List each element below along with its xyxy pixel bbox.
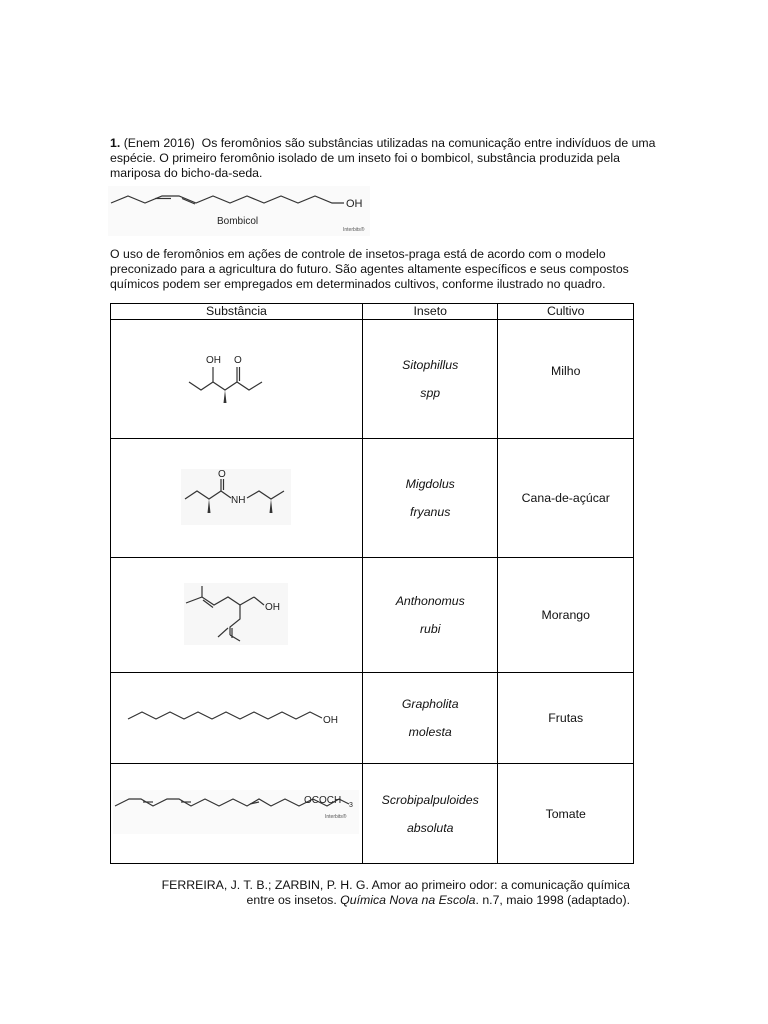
- table-row: [111, 673, 634, 764]
- bombicol-structure: [108, 186, 370, 236]
- substance-cell: [111, 764, 363, 864]
- substance-cell: [111, 439, 363, 558]
- insect-species: molesta: [408, 725, 452, 739]
- molecule-structure: [126, 697, 346, 737]
- question-source: (Enem 2016): [123, 136, 195, 150]
- crop-cell: Milho: [498, 320, 634, 439]
- molecule-structure: [181, 469, 291, 525]
- oh-label: OH: [323, 714, 339, 726]
- figure-credit: Interbits®: [325, 814, 347, 820]
- question-number: 1.: [110, 136, 121, 150]
- o-label: O: [218, 468, 227, 480]
- pheromone-table: [110, 303, 634, 864]
- molecule-structure: [184, 583, 288, 645]
- ester-subscript: 3: [349, 802, 354, 809]
- insect-genus: Grapholita: [401, 697, 459, 711]
- insect-species: rubi: [419, 622, 441, 636]
- crop-cell: Morango: [498, 558, 634, 673]
- insect-species: fryanus: [410, 505, 451, 519]
- reference-pre: entre os insetos.: [246, 893, 337, 907]
- o-label: O: [234, 354, 243, 366]
- insect-cell: [362, 558, 498, 673]
- table-row: [111, 439, 634, 558]
- table-row: [111, 320, 634, 439]
- second-paragraph: O uso de feromônios em ações de controle de insetos-praga está de acordo com o modelo preconizado para a agricultura do futuro. São agentes altamente específicos e seus compostos químicos podem ser empregados em determinados cultivos, conforme ilustrado no quadro.: [110, 247, 629, 291]
- ester-label: OCOCH: [304, 795, 342, 806]
- molecule-structure: [186, 348, 286, 408]
- question-intro: [110, 136, 658, 181]
- intro-text: Os feromônios são substâncias utilizadas na comunicação entre indivíduos de uma espécie. O primeiro feromônio isolado de um inseto foi o bombicol, substância produzida pela mariposa do bicho-da-seda.: [110, 136, 656, 180]
- insect-genus: Migdolus: [405, 477, 455, 491]
- bombicol-credit: Interbits®: [343, 227, 365, 233]
- insect-species: absoluta: [406, 820, 454, 835]
- crop-cell: Tomate: [498, 764, 634, 864]
- oh-label: OH: [265, 601, 281, 613]
- table-row: [111, 764, 634, 864]
- bombicol-oh-label: OH: [346, 198, 363, 210]
- insect-genus: Anthonomus: [395, 594, 465, 608]
- insect-species: spp: [420, 386, 441, 400]
- insect-cell: [362, 764, 498, 864]
- reference-journal: Química Nova na Escola: [340, 893, 476, 907]
- substance-cell: [111, 673, 363, 764]
- molecule-structure: [113, 790, 359, 834]
- insect-genus: Sitophillus: [402, 358, 459, 372]
- substance-cell: [111, 558, 363, 673]
- crop-cell: Frutas: [498, 673, 634, 764]
- reference-line1: FERREIRA, J. T. B.; ZARBIN, P. H. G. Amor ao primeiro odor: a comunicação química: [161, 878, 630, 892]
- header-crop: Cultivo: [498, 304, 634, 320]
- oh-label: OH: [206, 354, 222, 366]
- nh-label: NH: [231, 494, 246, 506]
- table-row: [111, 558, 634, 673]
- header-insect: Inseto: [362, 304, 498, 320]
- crop-cell: Cana-de-açúcar: [498, 439, 634, 558]
- insect-cell: [362, 439, 498, 558]
- bombicol-label: Bombicol: [217, 216, 259, 227]
- insect-genus: Scrobipalpuloides: [381, 792, 479, 807]
- reference: [110, 878, 630, 908]
- insect-cell: [362, 673, 498, 764]
- table-header-row: [111, 304, 634, 320]
- insect-cell: [362, 320, 498, 439]
- substance-cell: [111, 320, 363, 439]
- reference-post: . n.7, maio 1998 (adaptado).: [475, 893, 630, 907]
- reference-line2: [110, 893, 630, 908]
- header-substance: Substância: [111, 304, 363, 320]
